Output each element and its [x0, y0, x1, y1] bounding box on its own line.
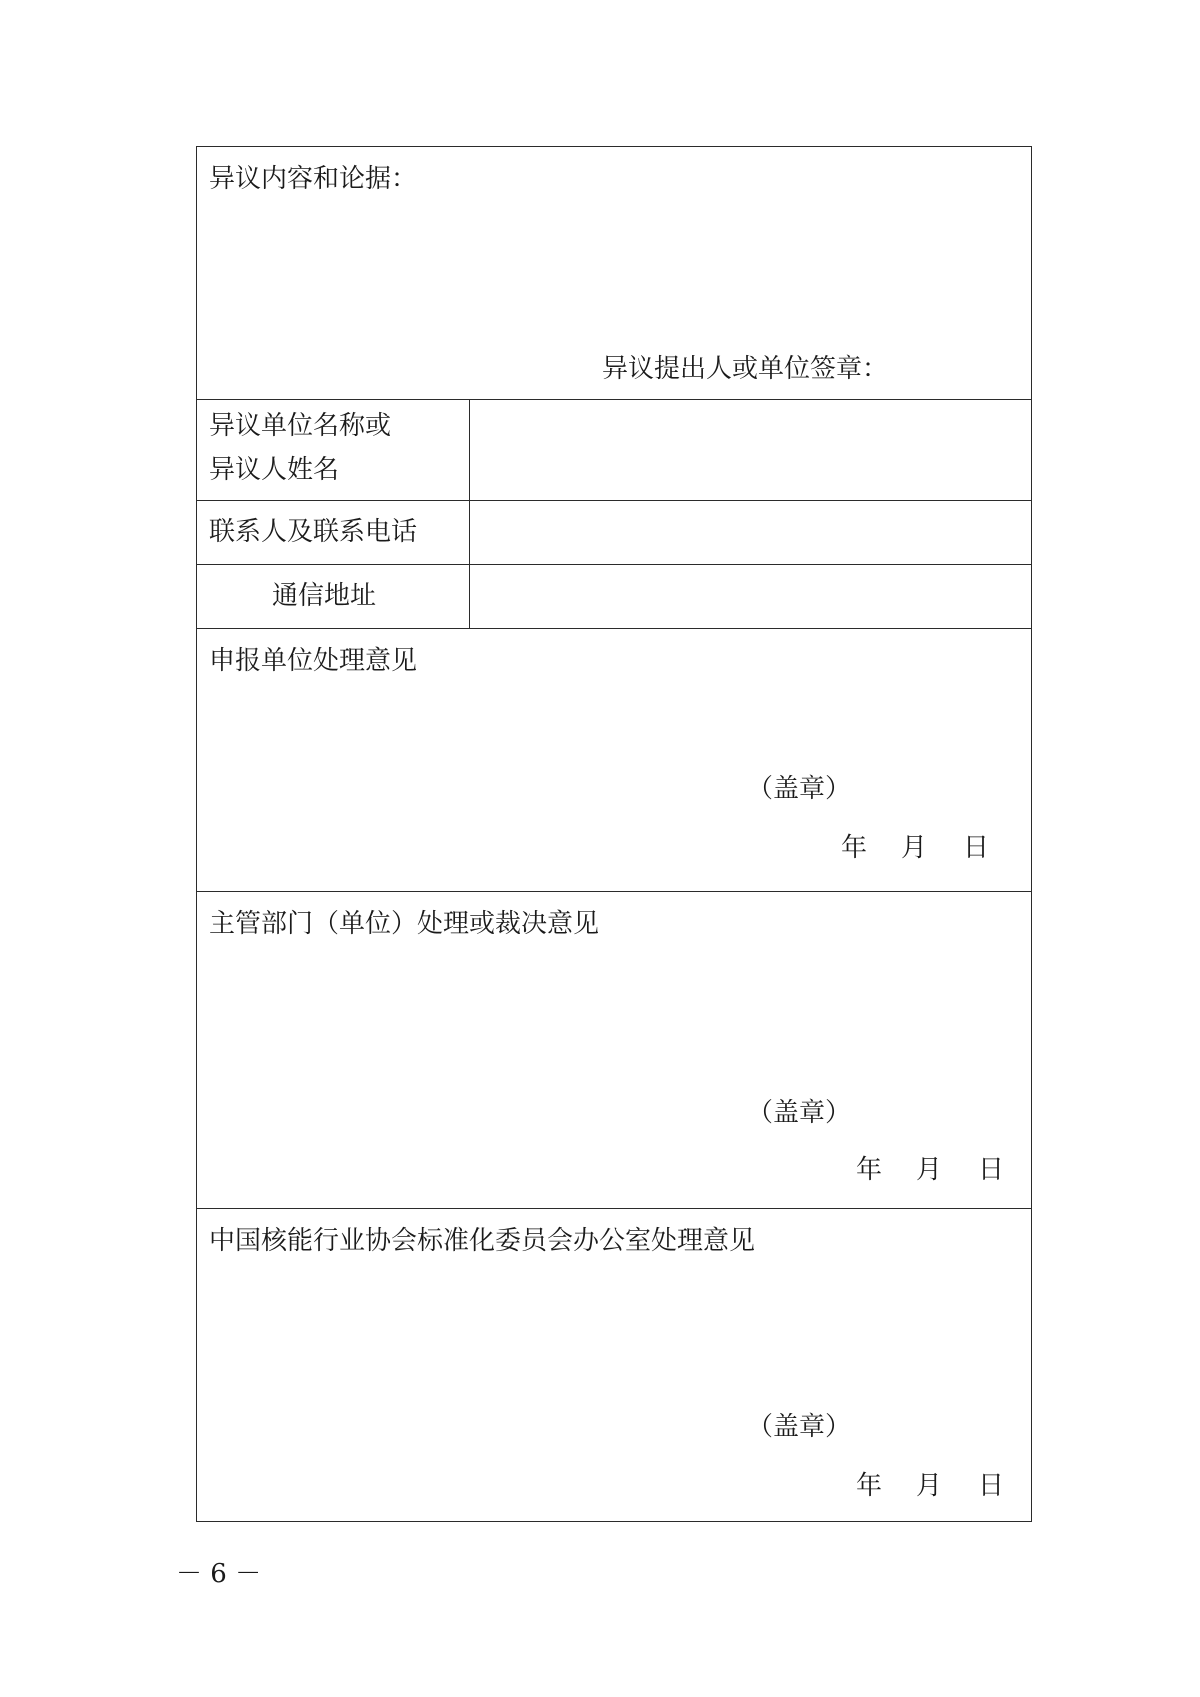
stamp-label: （盖章）	[747, 1412, 852, 1442]
address-label: 通信地址	[272, 581, 377, 611]
date-line	[841, 826, 989, 870]
stamp-label: （盖章）	[747, 1098, 852, 1128]
address-row	[197, 565, 1031, 629]
contact-value[interactable]	[483, 510, 1013, 554]
contact-label: 联系人及联系电话	[209, 517, 418, 547]
column-divider	[469, 565, 470, 628]
date-line	[856, 1148, 1004, 1192]
stamp-label: （盖章）	[747, 774, 852, 804]
opinion-title: 中国核能行业协会标准化委员会办公室处理意见	[209, 1226, 756, 1256]
contact-row	[197, 501, 1031, 565]
date-line	[856, 1464, 1004, 1508]
association-office-opinion-section	[197, 1209, 1031, 1521]
column-divider	[469, 400, 470, 500]
objection-content-label: 异议内容和论据：	[209, 164, 418, 194]
year-label: 年	[856, 1471, 883, 1501]
month-label: 月	[916, 1155, 943, 1185]
address-value[interactable]	[483, 574, 1013, 618]
year-label: 年	[841, 833, 868, 863]
column-divider	[469, 501, 470, 564]
objection-content-section	[197, 147, 1031, 400]
objector-name-label-line2: 异议人姓名	[209, 455, 340, 485]
month-label: 月	[916, 1471, 943, 1501]
day-label: 日	[978, 1155, 1005, 1185]
page-number: － 6 －	[176, 1559, 262, 1589]
opinion-title: 申报单位处理意见	[209, 646, 418, 676]
day-label: 日	[978, 1471, 1005, 1501]
objection-signature-label: 异议提出人或单位签章：	[602, 354, 889, 384]
objector-name-value[interactable]	[483, 428, 1013, 472]
objector-name-label-line1: 异议单位名称或	[209, 411, 392, 441]
objection-form-table	[196, 146, 1032, 1522]
reporting-unit-opinion-section	[197, 629, 1031, 892]
opinion-title: 主管部门（单位）处理或裁决意见	[209, 909, 600, 939]
competent-department-opinion-section	[197, 892, 1031, 1209]
day-label: 日	[963, 833, 990, 863]
objector-name-row	[197, 400, 1031, 501]
month-label: 月	[901, 833, 928, 863]
year-label: 年	[856, 1155, 883, 1185]
